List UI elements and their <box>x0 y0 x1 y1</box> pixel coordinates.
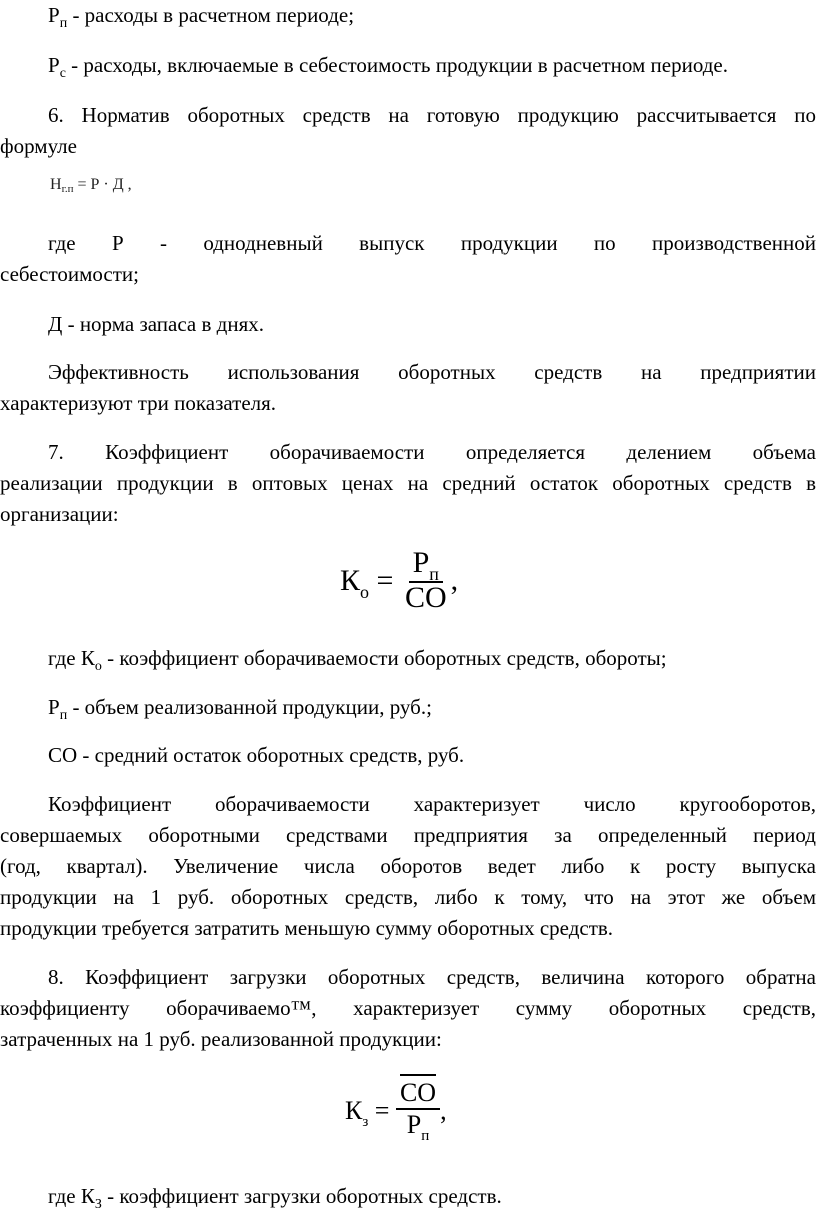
text-line: (год, квартал). Увеличение числа оборотов ведет либо к росту выпуска <box>0 854 816 878</box>
subscript: п <box>59 16 68 31</box>
fraction-denominator: СО <box>404 581 447 614</box>
formula-lhs: Н <box>50 176 62 193</box>
text-line: где Р - однодневный выпуск продукции по производственной <box>48 231 816 255</box>
text-line: Эффективность использования оборотных средств на предприятии <box>48 360 816 384</box>
text-line: Коэффициент оборачиваемости характеризует число кругооборотов, <box>48 792 816 816</box>
fraction-denominator: $Р_п$ <box>406 1110 430 1144</box>
text-line: реализации продукции в оптовых ценах на средний остаток оборотных средств в <box>0 471 816 495</box>
text-line: где $К_З$ - коэффициент загрузки оборотных средств. <box>48 1184 502 1212</box>
text-fragment: - расходы в расчетном периоде; <box>67 3 355 27</box>
text-line: 8. Коэффициент загрузки оборотных средств, величина которого обратна <box>48 965 816 989</box>
subscript: З <box>94 1197 102 1212</box>
text-line: себестоимости; <box>0 262 139 286</box>
text-line: $Р_п$ - объем реализованной продукции, руб.; <box>48 695 432 723</box>
comma: , <box>450 563 459 597</box>
text-line: СО - средний остаток оборотных средств, руб. <box>48 743 465 767</box>
text-line: где $К_о$ - коэффициент оборачиваемости оборотных средств, обороты; <box>48 646 667 674</box>
formula-subscript: з <box>362 1114 369 1130</box>
fraction-numerator: СО <box>396 1078 440 1110</box>
text-line: продукции требуется затратить меньшую сумму оборотных средств. <box>0 916 614 940</box>
text-line: Д - норма запаса в днях. <box>48 312 264 336</box>
text-line <box>48 2 354 32</box>
text-line: затраченных на 1 руб. реализованной продукции: <box>0 1027 442 1051</box>
formula-load-ratio <box>345 1078 447 1144</box>
equals-sign: = <box>368 1096 396 1125</box>
text-line: 6. Норматив оборотных средств на готовую продукцию рассчитывается по <box>48 103 816 127</box>
fraction <box>401 548 451 613</box>
text-line: коэффициенту оборачиваемо™, характеризует сумму оборотных средств, <box>0 996 816 1020</box>
text-line: характеризуют три показателя. <box>0 391 277 415</box>
text-line: организации: <box>0 502 119 526</box>
comma: , <box>440 1096 447 1125</box>
formula-subscript: г.п <box>61 183 74 195</box>
text-line: формуле <box>0 134 77 158</box>
equals-sign: = <box>369 563 401 597</box>
formula-lhs: К <box>340 563 361 597</box>
text-fragment: - расходы, включаемые в себестоимость продукции в расчетном периоде. <box>65 53 728 77</box>
formula-lhs: К <box>345 1096 363 1125</box>
subscript: с <box>59 66 66 81</box>
fraction <box>396 1078 440 1144</box>
formula-finished-goods-norm <box>50 176 132 194</box>
text-line: 7. Коэффициент оборачиваемости определяется делением объема <box>48 440 816 464</box>
formula-turnover-ratio <box>340 548 458 613</box>
text-line <box>48 52 728 82</box>
var-p: P <box>48 3 60 27</box>
formula-subscript: о <box>360 581 370 602</box>
subscript: п <box>59 708 68 723</box>
fraction-numerator: $Р_п$ <box>409 548 443 583</box>
text-line: совершаемых оборотными средствами предприятия за определенный период <box>0 823 816 847</box>
text-line: продукции на 1 руб. оборотных средств, либо к тому, что на этот же объем <box>0 885 816 909</box>
var-p: P <box>48 53 60 77</box>
formula-rhs: = Р · Д , <box>73 176 132 193</box>
subscript: о <box>94 659 102 674</box>
